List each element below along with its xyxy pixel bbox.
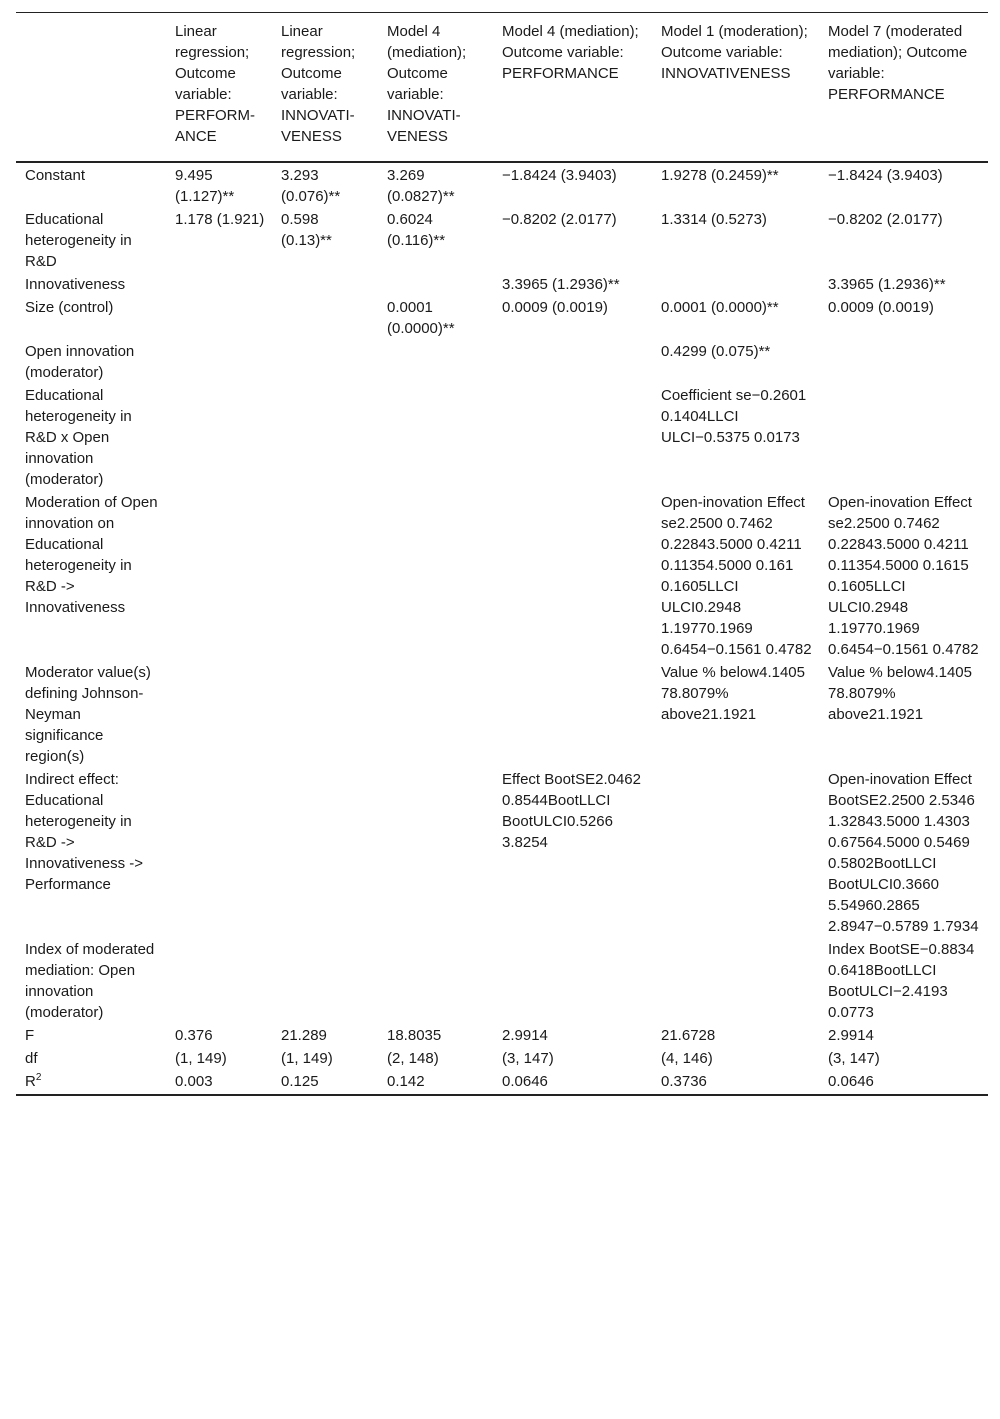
r2-label-base: R [25, 1073, 36, 1090]
table-cell [378, 492, 493, 662]
table-cell: 0.0009 (0.0019) [502, 299, 608, 316]
row-label: F [25, 1027, 35, 1044]
table-cell [272, 662, 378, 769]
table-row [16, 769, 988, 939]
table-cell: 21.289 [281, 1027, 327, 1044]
table-cell: 1.178 (1.921) [175, 211, 265, 228]
table-cell: Effect BootSE2.0462 0.8544BootLLCI BootULCI0.5266 3.8254 [502, 771, 641, 851]
row-label-r2 [16, 1071, 166, 1095]
table-cell: 3.293 (0.076)** [281, 167, 341, 205]
table-cell [378, 939, 493, 1025]
row-label: Moderator value(s) defining Johnson-Neyman significance region(s) [25, 664, 151, 765]
table-row [16, 274, 988, 297]
table-cell: (1, 149) [281, 1050, 333, 1067]
row-label: Size (control) [25, 299, 114, 316]
table-cell: 0.0646 [828, 1073, 874, 1090]
table-row [16, 209, 988, 274]
table-cell [493, 341, 652, 385]
table-row [16, 1025, 988, 1048]
table-cell: Index BootSE−0.8834 0.6418BootLLCI BootULCI−2.4193 0.0773 [828, 941, 975, 1021]
table-cell: Value % below4.1405 78.8079% above21.1921 [828, 664, 972, 723]
table-cell: 0.003 [175, 1073, 213, 1090]
table-cell: (2, 148) [387, 1050, 439, 1067]
table-cell: 1.3314 (0.5273) [661, 211, 767, 228]
table-row [16, 492, 988, 662]
row-label: Constant [25, 167, 86, 184]
table-row [16, 162, 988, 209]
table-row [16, 297, 988, 341]
row-label: Educational heterogeneity in R&D x Open innovation (moderator) [25, 387, 132, 488]
table-cell [493, 662, 652, 769]
row-label: Educational heterogeneity in R&D [25, 211, 132, 270]
regression-results-table-container [16, 12, 988, 1096]
table-cell: 1.9278 (0.2459)** [661, 167, 779, 184]
table-cell: 0.0009 (0.0019) [828, 299, 934, 316]
header-cell-model4-innovativeness: Model 4 (mediation); Outcome variable: INNOVATI-VENESS [387, 23, 467, 145]
table-cell [272, 769, 378, 939]
table-row [16, 939, 988, 1025]
table-cell: 3.3965 (1.2936)** [502, 276, 620, 293]
table-cell: Open-inovation Effect BootSE2.2500 2.5346 1.32843.5000 1.4303 0.67564.5000 0.5469 0.5802BootLLCI BootULCI0.3660 5.54960.2865 2.8947−0.5789 1.7934 [828, 771, 979, 935]
table-cell [819, 385, 988, 492]
header-cell-linear-innovativeness: Linear regression; Outcome variable: INNOVATI-VENESS [281, 23, 356, 145]
table-cell: 2.9914 [502, 1027, 548, 1044]
r2-label-superscript: 2 [35, 1072, 42, 1083]
table-cell [166, 341, 272, 385]
table-cell [166, 297, 272, 341]
table-cell: 0.376 [175, 1027, 213, 1044]
table-cell [378, 274, 493, 297]
row-label: Index of moderated mediation: Open innovation (moderator) [25, 941, 155, 1021]
row-label: Innovativeness [25, 276, 126, 293]
table-cell: 0.0646 [502, 1073, 548, 1090]
table-cell [819, 341, 988, 385]
table-cell [272, 385, 378, 492]
row-label: Moderation of Open innovation on Educational heterogeneity in R&D -> Innovativeness [25, 494, 158, 616]
table-cell: 0.0001 (0.0000)** [387, 299, 455, 337]
header-cell-model7-performance: Model 7 (moderated mediation); Outcome variable: PERFORMANCE [828, 23, 968, 103]
table-cell: 3.269 (0.0827)** [387, 167, 455, 205]
table-cell: 0.598 (0.13)** [281, 211, 332, 249]
table-cell [272, 274, 378, 297]
table-cell [166, 662, 272, 769]
table-cell [493, 939, 652, 1025]
table-cell: 0.125 [281, 1073, 319, 1090]
table-cell [378, 385, 493, 492]
table-cell: −1.8424 (3.9403) [502, 167, 617, 184]
table-cell: 0.4299 (0.075)** [661, 343, 771, 360]
table-cell [272, 297, 378, 341]
table-cell: Coefficient se−0.2601 0.1404LLCI ULCI−0.5375 0.0173 [661, 387, 807, 446]
regression-results-table [16, 12, 988, 1096]
table-cell: 9.495 (1.127)** [175, 167, 235, 205]
table-cell: 3.3965 (1.2936)** [828, 276, 946, 293]
table-header [16, 13, 988, 163]
table-cell: (3, 147) [502, 1050, 554, 1067]
table-cell [493, 492, 652, 662]
header-cell-model1-innovativeness: Model 1 (moderation); Outcome variable: INNOVATIVENESS [661, 23, 808, 82]
table-cell: 0.142 [387, 1073, 425, 1090]
table-cell [652, 939, 819, 1025]
table-cell: (1, 149) [175, 1050, 227, 1067]
table-cell [378, 341, 493, 385]
table-cell [166, 274, 272, 297]
table-cell [272, 492, 378, 662]
table-cell: −0.8202 (2.0177) [828, 211, 943, 228]
table-cell [378, 662, 493, 769]
table-cell [166, 492, 272, 662]
table-cell: 0.0001 (0.0000)** [661, 299, 779, 316]
header-cell-row-label [16, 13, 166, 163]
table-cell [272, 939, 378, 1025]
table-cell [166, 939, 272, 1025]
table-cell: 2.9914 [828, 1027, 874, 1044]
table-cell: 0.6024 (0.116)** [387, 211, 446, 249]
table-cell: (4, 146) [661, 1050, 713, 1067]
header-cell-model4-performance: Model 4 (mediation); Outcome variable: PERFORMANCE [502, 23, 639, 82]
row-label: Open innovation (moderator) [25, 343, 135, 381]
table-cell [378, 769, 493, 939]
table-row [16, 662, 988, 769]
table-cell [272, 341, 378, 385]
row-label: Indirect effect: Educational heterogeneity in R&D -> Innovativeness -> Performance [25, 771, 143, 893]
header-cell-linear-performance: Linear regression; Outcome variable: PERFORM-ANCE [175, 23, 255, 145]
table-cell: 21.6728 [661, 1027, 716, 1044]
table-row [16, 385, 988, 492]
table-cell: Open-inovation Effect se2.2500 0.7462 0.22843.5000 0.4211 0.11354.5000 0.161 0.1605LLCI ULCI0.2948 1.19770.1969 0.6454−0.1561 0.4782 [661, 494, 812, 658]
row-label: df [25, 1050, 38, 1067]
header-row [16, 13, 988, 163]
table-cell [652, 769, 819, 939]
table-cell [493, 385, 652, 492]
table-row [16, 1048, 988, 1071]
table-cell: −0.8202 (2.0177) [502, 211, 617, 228]
table-cell [166, 769, 272, 939]
table-body [16, 162, 988, 1095]
table-cell [652, 274, 819, 297]
table-cell: Value % below4.1405 78.8079% above21.1921 [661, 664, 805, 723]
table-cell: Open-inovation Effect se2.2500 0.7462 0.22843.5000 0.4211 0.11354.5000 0.1615 0.1605LLCI ULCI0.2948 1.19770.1969 0.6454−0.1561 0.4782 [828, 494, 979, 658]
table-cell: −1.8424 (3.9403) [828, 167, 943, 184]
table-cell: (3, 147) [828, 1050, 880, 1067]
table-row [16, 341, 988, 385]
table-cell [166, 385, 272, 492]
table-row-r2 [16, 1071, 988, 1095]
table-cell: 0.3736 [661, 1073, 707, 1090]
table-cell: 18.8035 [387, 1027, 442, 1044]
